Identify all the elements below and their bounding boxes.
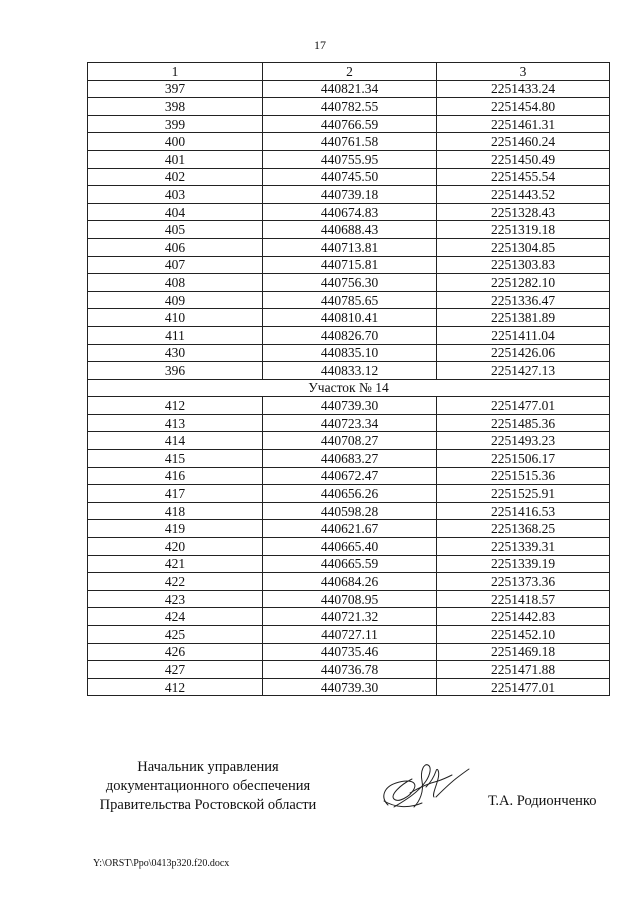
handwritten-signature [374, 757, 474, 817]
table-row [88, 661, 610, 679]
x-coordinate-cell: 440708.27 [263, 432, 437, 450]
table-row [88, 450, 610, 468]
y-coordinate-cell: 2251493.23 [437, 432, 610, 450]
page-number: 17 [314, 38, 326, 52]
column-header-3: 3 [437, 63, 610, 81]
y-coordinate-cell: 2251443.52 [437, 186, 610, 204]
point-number-cell: 397 [88, 80, 263, 98]
table-row [88, 80, 610, 98]
y-coordinate-cell: 2251525.91 [437, 485, 610, 503]
column-header-2: 2 [263, 63, 437, 81]
y-coordinate-cell: 2251373.36 [437, 573, 610, 591]
table-row [88, 432, 610, 450]
signer-position [88, 758, 328, 815]
table-row [88, 608, 610, 626]
table-row [88, 643, 610, 661]
y-coordinate-cell: 2251368.25 [437, 520, 610, 538]
x-coordinate-cell: 440810.41 [263, 309, 437, 327]
table-row [88, 133, 610, 151]
x-coordinate-cell: 440727.11 [263, 626, 437, 644]
x-coordinate-cell: 440735.46 [263, 643, 437, 661]
section-label: Участок № 14 [88, 379, 610, 397]
x-coordinate-cell: 440665.40 [263, 538, 437, 556]
point-number-cell: 424 [88, 608, 263, 626]
point-number-cell: 418 [88, 502, 263, 520]
x-coordinate-cell: 440821.34 [263, 80, 437, 98]
x-coordinate-cell: 440761.58 [263, 133, 437, 151]
x-coordinate-cell: 440713.81 [263, 238, 437, 256]
x-coordinate-cell: 440739.18 [263, 186, 437, 204]
y-coordinate-cell: 2251471.88 [437, 661, 610, 679]
y-coordinate-cell: 2251427.13 [437, 362, 610, 380]
y-coordinate-cell: 2251460.24 [437, 133, 610, 151]
table-row [88, 502, 610, 520]
y-coordinate-cell: 2251469.18 [437, 643, 610, 661]
y-coordinate-cell: 2251461.31 [437, 115, 610, 133]
table-row [88, 168, 610, 186]
y-coordinate-cell: 2251328.43 [437, 203, 610, 221]
point-number-cell: 425 [88, 626, 263, 644]
y-coordinate-cell: 2251433.24 [437, 80, 610, 98]
table-row [88, 309, 610, 327]
point-number-cell: 419 [88, 520, 263, 538]
y-coordinate-cell: 2251336.47 [437, 291, 610, 309]
coordinates-table [87, 62, 610, 696]
point-number-cell: 399 [88, 115, 263, 133]
table-row [88, 626, 610, 644]
table-row [88, 555, 610, 573]
column-header-1: 1 [88, 63, 263, 81]
x-coordinate-cell: 440708.95 [263, 590, 437, 608]
y-coordinate-cell: 2251282.10 [437, 274, 610, 292]
file-path: Y:\ORST\Ppo\0413p320.f20.docx [93, 858, 230, 869]
point-number-cell: 412 [88, 678, 263, 696]
point-number-cell: 403 [88, 186, 263, 204]
signer-position-line-1: Начальник управления [137, 759, 279, 775]
table-body [88, 80, 610, 696]
point-number-cell: 422 [88, 573, 263, 591]
x-coordinate-cell: 440756.30 [263, 274, 437, 292]
point-number-cell: 409 [88, 291, 263, 309]
point-number-cell: 412 [88, 397, 263, 415]
point-number-cell: 420 [88, 538, 263, 556]
x-coordinate-cell: 440665.59 [263, 555, 437, 573]
x-coordinate-cell: 440674.83 [263, 203, 437, 221]
x-coordinate-cell: 440785.65 [263, 291, 437, 309]
table-row [88, 150, 610, 168]
y-coordinate-cell: 2251416.53 [437, 502, 610, 520]
x-coordinate-cell: 440721.32 [263, 608, 437, 626]
point-number-cell: 410 [88, 309, 263, 327]
point-number-cell: 417 [88, 485, 263, 503]
table-row [88, 678, 610, 696]
y-coordinate-cell: 2251418.57 [437, 590, 610, 608]
point-number-cell: 426 [88, 643, 263, 661]
point-number-cell: 427 [88, 661, 263, 679]
table-row [88, 274, 610, 292]
table-row [88, 362, 610, 380]
table-row [88, 291, 610, 309]
point-number-cell: 421 [88, 555, 263, 573]
point-number-cell: 404 [88, 203, 263, 221]
x-coordinate-cell: 440739.30 [263, 678, 437, 696]
x-coordinate-cell: 440833.12 [263, 362, 437, 380]
table-row [88, 467, 610, 485]
signer-position-line-2: документационного обеспечения [105, 778, 311, 794]
y-coordinate-cell: 2251426.06 [437, 344, 610, 362]
point-number-cell: 400 [88, 133, 263, 151]
x-coordinate-cell: 440598.28 [263, 502, 437, 520]
y-coordinate-cell: 2251339.19 [437, 555, 610, 573]
table-row [88, 414, 610, 432]
point-number-cell: 401 [88, 150, 263, 168]
y-coordinate-cell: 2251454.80 [437, 98, 610, 116]
point-number-cell: 414 [88, 432, 263, 450]
x-coordinate-cell: 440826.70 [263, 326, 437, 344]
point-number-cell: 413 [88, 414, 263, 432]
y-coordinate-cell: 2251452.10 [437, 626, 610, 644]
x-coordinate-cell: 440672.47 [263, 467, 437, 485]
y-coordinate-cell: 2251515.36 [437, 467, 610, 485]
point-number-cell: 396 [88, 362, 263, 380]
point-number-cell: 430 [88, 344, 263, 362]
point-number-cell: 407 [88, 256, 263, 274]
table-row [88, 98, 610, 116]
table-row [88, 573, 610, 591]
point-number-cell: 406 [88, 238, 263, 256]
x-coordinate-cell: 440736.78 [263, 661, 437, 679]
signer-position-line-3: Правительства Ростовской области [99, 797, 317, 813]
x-coordinate-cell: 440683.27 [263, 450, 437, 468]
table-row [88, 238, 610, 256]
point-number-cell: 415 [88, 450, 263, 468]
table-row [88, 203, 610, 221]
x-coordinate-cell: 440739.30 [263, 397, 437, 415]
point-number-cell: 402 [88, 168, 263, 186]
y-coordinate-cell: 2251485.36 [437, 414, 610, 432]
table-row [88, 186, 610, 204]
y-coordinate-cell: 2251477.01 [437, 397, 610, 415]
y-coordinate-cell: 2251339.31 [437, 538, 610, 556]
x-coordinate-cell: 440723.34 [263, 414, 437, 432]
y-coordinate-cell: 2251381.89 [437, 309, 610, 327]
section-row [88, 379, 610, 397]
x-coordinate-cell: 440766.59 [263, 115, 437, 133]
point-number-cell: 398 [88, 98, 263, 116]
table-row [88, 397, 610, 415]
y-coordinate-cell: 2251450.49 [437, 150, 610, 168]
x-coordinate-cell: 440782.55 [263, 98, 437, 116]
x-coordinate-cell: 440684.26 [263, 573, 437, 591]
x-coordinate-cell: 440621.67 [263, 520, 437, 538]
point-number-cell: 405 [88, 221, 263, 239]
point-number-cell: 411 [88, 326, 263, 344]
y-coordinate-cell: 2251304.85 [437, 238, 610, 256]
y-coordinate-cell: 2251442.83 [437, 608, 610, 626]
table-header-row [88, 63, 610, 81]
table-row [88, 256, 610, 274]
table-row [88, 344, 610, 362]
x-coordinate-cell: 440656.26 [263, 485, 437, 503]
y-coordinate-cell: 2251477.01 [437, 678, 610, 696]
signer-name: Т.А. Родионченко [488, 793, 597, 809]
point-number-cell: 423 [88, 590, 263, 608]
table-row [88, 590, 610, 608]
y-coordinate-cell: 2251506.17 [437, 450, 610, 468]
x-coordinate-cell: 440745.50 [263, 168, 437, 186]
y-coordinate-cell: 2251319.18 [437, 221, 610, 239]
table-row [88, 326, 610, 344]
table-row [88, 221, 610, 239]
table-row [88, 520, 610, 538]
y-coordinate-cell: 2251455.54 [437, 168, 610, 186]
y-coordinate-cell: 2251303.83 [437, 256, 610, 274]
table-row [88, 538, 610, 556]
x-coordinate-cell: 440688.43 [263, 221, 437, 239]
table-row [88, 115, 610, 133]
point-number-cell: 416 [88, 467, 263, 485]
point-number-cell: 408 [88, 274, 263, 292]
x-coordinate-cell: 440835.10 [263, 344, 437, 362]
x-coordinate-cell: 440715.81 [263, 256, 437, 274]
y-coordinate-cell: 2251411.04 [437, 326, 610, 344]
x-coordinate-cell: 440755.95 [263, 150, 437, 168]
table-row [88, 485, 610, 503]
